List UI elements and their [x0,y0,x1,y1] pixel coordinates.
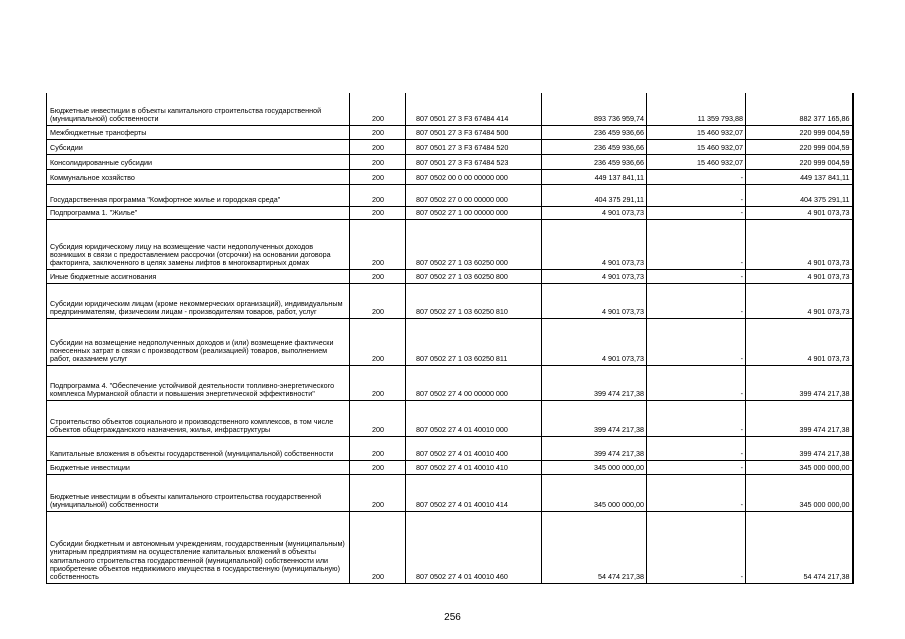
row-plan: 449 137 841,11 [542,169,647,184]
row-name: Межбюджетные трансферты [47,125,350,139]
row-kbk: 807 0502 27 1 00 00000 000 [406,206,542,219]
row-plan: 4 901 073,73 [542,318,647,365]
row-name: Субсидии на возмещение недополученных доходов и (или) возмещение фактически понесенных затрат в связи с производством (реализацией) товаров, выполнением работ, оказанием услуг [47,318,350,365]
row-kbk: 807 0502 27 1 03 60250 810 [406,283,542,318]
table-row [47,365,853,400]
row-rest: 345 000 000,00 [746,474,853,511]
page-number: 256 [444,612,461,623]
table-row [47,283,853,318]
row-kbk: 807 0502 27 1 03 60250 000 [406,219,542,269]
row-code: 200 [350,365,406,400]
row-done: - [647,269,746,283]
table-row [47,184,853,206]
row-name: Подпрограмма 1. "Жилье" [47,206,350,219]
table-row [47,154,853,169]
row-code: 200 [350,400,406,436]
row-rest: 220 999 004,59 [746,139,853,154]
row-code: 200 [350,169,406,184]
row-plan: 54 474 217,38 [542,511,647,583]
row-done: - [647,184,746,206]
row-name: Капитальные вложения в объекты государственной (муниципальной) собственности [47,436,350,460]
row-plan: 236 459 936,66 [542,139,647,154]
row-code: 200 [350,436,406,460]
table-row [47,400,853,436]
table-row [47,511,853,583]
row-plan: 404 375 291,11 [542,184,647,206]
table-row [47,460,853,474]
row-kbk: 807 0501 27 3 F3 67484 500 [406,125,542,139]
row-plan: 345 000 000,00 [542,460,647,474]
row-plan: 4 901 073,73 [542,283,647,318]
row-name: Субсидии юридическим лицам (кроме некоммерческих организаций), индивидуальным предпринимателям, физическим лицам - производителям товаров, работ, услуг [47,283,350,318]
row-done: - [647,365,746,400]
row-done: - [647,206,746,219]
row-name: Подпрограмма 4. "Обеспечение устойчивой деятельности топливно-энергетического комплекса Мурманской области и повышения энергетической эффективности" [47,365,350,400]
row-name: Субсидии [47,139,350,154]
row-done: - [647,436,746,460]
row-done: - [647,318,746,365]
row-rest: 449 137 841,11 [746,169,853,184]
row-code: 200 [350,269,406,283]
table-row [47,474,853,511]
row-kbk: 807 0501 27 3 F3 67484 414 [406,93,542,125]
row-code: 200 [350,154,406,169]
row-kbk: 807 0502 27 4 01 40010 410 [406,460,542,474]
row-code: 200 [350,125,406,139]
row-code: 200 [350,283,406,318]
row-name: Бюджетные инвестиции в объекты капитального строительства государственной (муниципальной) собственности [47,93,350,125]
row-plan: 4 901 073,73 [542,206,647,219]
row-plan: 236 459 936,66 [542,154,647,169]
row-kbk: 807 0502 27 1 03 60250 811 [406,318,542,365]
row-rest: 404 375 291,11 [746,184,853,206]
row-done: - [647,283,746,318]
table-row [47,139,853,154]
row-kbk: 807 0501 27 3 F3 67484 523 [406,154,542,169]
row-code: 200 [350,139,406,154]
row-done: 11 359 793,88 [647,93,746,125]
row-done: - [647,460,746,474]
row-name: Коммунальное хозяйство [47,169,350,184]
row-name: Субсидия юридическому лицу на возмещение части недополученных доходов возникших в связи с предоставлением рассрочки (отсрочки) на основании договора факторинга, заключенного в целях замены лифтов в многоквартирных домах [47,219,350,269]
row-rest: 4 901 073,73 [746,283,853,318]
row-code: 200 [350,219,406,269]
row-rest: 54 474 217,38 [746,511,853,583]
row-name: Субсидии бюджетным и автономным учреждениям, государственным (муниципальным) унитарным предприятиям на осуществление капитальных вложений в объекты капитального строительства государственной (муниципальной) собственности или приобретение объектов недвижимого имущества в государственную (муниципальную) собственность [47,511,350,583]
row-kbk: 807 0501 27 3 F3 67484 520 [406,139,542,154]
row-code: 200 [350,460,406,474]
row-done: - [647,474,746,511]
row-kbk: 807 0502 27 4 01 40010 460 [406,511,542,583]
row-name: Бюджетные инвестиции [47,460,350,474]
row-name: Строительство объектов социального и производственного комплексов, в том числе объектов общегражданского назначения, жилья, инфраструктуры [47,400,350,436]
row-plan: 399 474 217,38 [542,400,647,436]
row-done: 15 460 932,07 [647,139,746,154]
row-name: Иные бюджетные ассигнования [47,269,350,283]
row-rest: 220 999 004,59 [746,154,853,169]
row-code: 200 [350,206,406,219]
table-row [47,169,853,184]
row-code: 200 [350,511,406,583]
row-rest: 399 474 217,38 [746,365,853,400]
row-code: 200 [350,474,406,511]
row-kbk: 807 0502 27 4 01 40010 000 [406,400,542,436]
row-rest: 4 901 073,73 [746,318,853,365]
row-kbk: 807 0502 27 4 01 40010 400 [406,436,542,460]
table-row [47,436,853,460]
row-code: 200 [350,93,406,125]
row-rest: 399 474 217,38 [746,436,853,460]
row-kbk: 807 0502 27 4 01 40010 414 [406,474,542,511]
row-done: 15 460 932,07 [647,125,746,139]
row-plan: 345 000 000,00 [542,474,647,511]
row-code: 200 [350,318,406,365]
row-rest: 4 901 073,73 [746,269,853,283]
row-name: Государственная программа "Комфортное жилье и городская среда" [47,184,350,206]
table-row [47,318,853,365]
row-plan: 4 901 073,73 [542,269,647,283]
row-done: 15 460 932,07 [647,154,746,169]
row-rest: 882 377 165,86 [746,93,853,125]
row-rest: 4 901 073,73 [746,206,853,219]
table-row [47,206,853,219]
row-code: 200 [350,184,406,206]
row-kbk: 807 0502 27 4 00 00000 000 [406,365,542,400]
row-rest: 399 474 217,38 [746,400,853,436]
row-rest: 345 000 000,00 [746,460,853,474]
row-name: Консолидированные субсидии [47,154,350,169]
budget-table [46,93,854,584]
row-rest: 220 999 004,59 [746,125,853,139]
row-done: - [647,219,746,269]
row-kbk: 807 0502 27 1 03 60250 800 [406,269,542,283]
row-plan: 236 459 936,66 [542,125,647,139]
row-plan: 399 474 217,38 [542,436,647,460]
table-row [47,219,853,269]
row-plan: 893 736 959,74 [542,93,647,125]
table-row [47,125,853,139]
row-done: - [647,511,746,583]
row-rest: 4 901 073,73 [746,219,853,269]
row-plan: 399 474 217,38 [542,365,647,400]
row-kbk: 807 0502 00 0 00 00000 000 [406,169,542,184]
table-row [47,269,853,283]
table-row [47,93,853,125]
row-done: - [647,400,746,436]
row-name: Бюджетные инвестиции в объекты капитального строительства государственной (муниципальной) собственности [47,474,350,511]
row-plan: 4 901 073,73 [542,219,647,269]
row-kbk: 807 0502 27 0 00 00000 000 [406,184,542,206]
row-done: - [647,169,746,184]
